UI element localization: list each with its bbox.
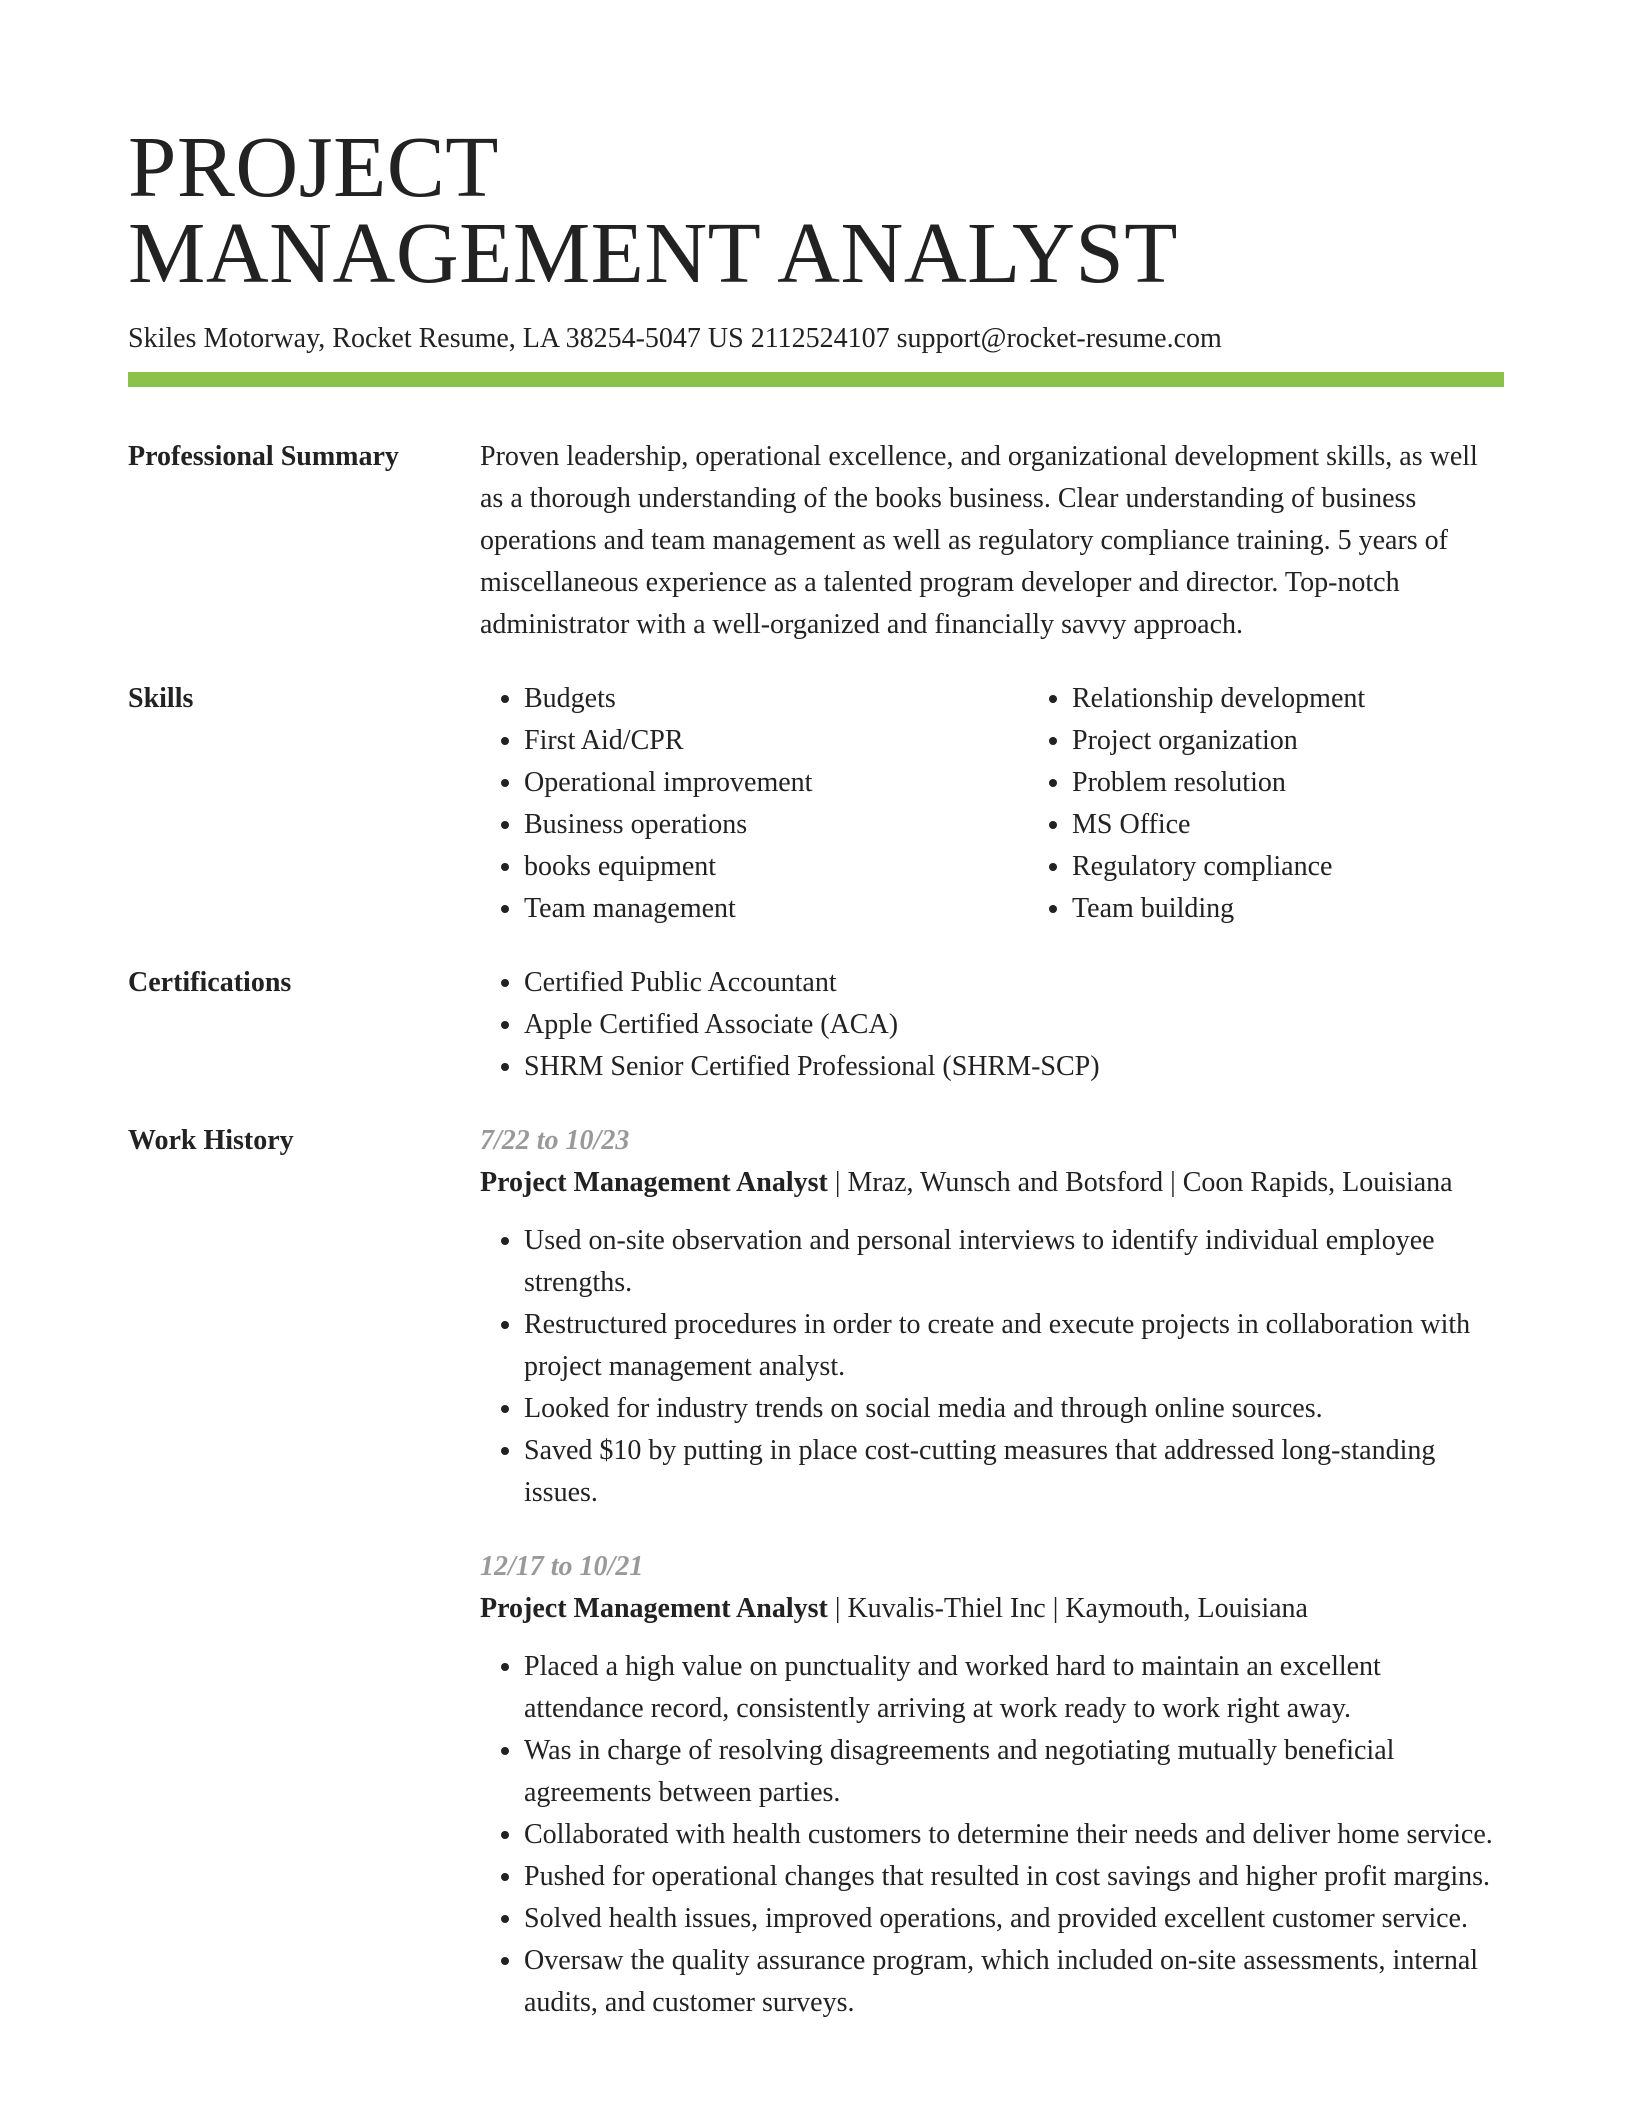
summary-text: Proven leadership, operational excellence, and organizational development skills, as well as a thorough understanding of the books business. Clear understanding of business operations and team management as well as regulatory compliance training. 5 years of miscellaneous experience as a talented program developer and director. Top-notch administrator with a well-organized and financially savvy approach. [480, 441, 1478, 640]
job-bullet: • Solved health issues, improved operations, and provided excellent customer service. [524, 1898, 1504, 1940]
job-title: Project Management Analyst [480, 1593, 828, 1624]
job-dates: 12/17 to 10/21 [480, 1551, 644, 1582]
job-bullet: • Saved $10 by putting in place cost-cutting measures that addressed long-standing issues. [524, 1430, 1504, 1514]
skills-column-left [480, 678, 1028, 930]
skill-item: • books equipment [524, 846, 1028, 888]
job-bullet: • Was in charge of resolving disagreements and negotiating mutually beneficial agreements between parties. [524, 1730, 1504, 1814]
skills-list [480, 678, 1576, 930]
certifications-list [480, 962, 1504, 1088]
certifications-heading: Certifications [128, 967, 292, 998]
job-bullets [480, 1220, 1504, 1514]
skills-heading: Skills [128, 683, 194, 714]
job-bullet: • Looked for industry trends on social media and through online sources. [524, 1388, 1504, 1430]
skill-item: • Business operations [524, 804, 1028, 846]
job-dates: 7/22 to 10/23 [480, 1125, 630, 1156]
job-entry [480, 1120, 1504, 1514]
resume-title-line1: PROJECT [128, 118, 499, 215]
job-bullet: • Placed a high value on punctuality and worked hard to maintain an excellent attendance record, consistently arriving at work ready to work right away. [524, 1646, 1504, 1730]
summary-heading: Professional Summary [128, 441, 399, 472]
skill-item: • Budgets [524, 678, 1028, 720]
skill-item: • Team building [1072, 888, 1576, 930]
skill-item: • Regulatory compliance [1072, 846, 1576, 888]
skill-item: • Team management [524, 888, 1028, 930]
job-bullet: • Pushed for operational changes that resulted in cost savings and higher profit margins. [524, 1856, 1504, 1898]
skills-column-right [1028, 678, 1576, 930]
certifications-section [128, 962, 1504, 1088]
certifications-body [480, 962, 1504, 1088]
resume-title [128, 118, 1504, 301]
work-history-section [128, 1120, 1504, 2024]
skills-section [128, 678, 1504, 930]
certification-item: • Apple Certified Associate (ACA) [524, 1004, 1504, 1046]
certification-item: • Certified Public Accountant [524, 962, 1504, 1004]
job-bullet: • Oversaw the quality assurance program, which included on-site assessments, internal audits, and customer surveys. [524, 1940, 1504, 2024]
job-heading [480, 1162, 1504, 1204]
work-history-heading: Work History [128, 1125, 294, 1156]
skill-item: • First Aid/CPR [524, 720, 1028, 762]
job-bullet: • Restructured procedures in order to create and execute projects in collaboration with project management analyst. [524, 1304, 1504, 1388]
skill-item: • Relationship development [1072, 678, 1576, 720]
certification-item: • SHRM Senior Certified Professional (SHRM-SCP) [524, 1046, 1504, 1088]
job-employer-location: | Mraz, Wunsch and Botsford | Coon Rapids, Louisiana [827, 1167, 1453, 1198]
job-entry [480, 1546, 1504, 2024]
skill-item: • Operational improvement [524, 762, 1028, 804]
resume-title-line2: MANAGEMENT ANALYST [128, 204, 1178, 301]
job-bullets [480, 1646, 1504, 2024]
job-employer-location: | Kuvalis-Thiel Inc | Kaymouth, Louisiana [827, 1593, 1308, 1624]
accent-divider [128, 372, 1504, 387]
contact-info: Skiles Motorway, Rocket Resume, LA 38254-5047 US 2112524107 support@rocket-resume.com [128, 323, 1222, 354]
skill-item: • Project organization [1072, 720, 1576, 762]
skill-item: • MS Office [1072, 804, 1576, 846]
job-heading [480, 1588, 1504, 1630]
job-bullet: • Collaborated with health customers to determine their needs and deliver home service. [524, 1814, 1504, 1856]
work-history-body [480, 1120, 1504, 2024]
job-bullet: • Used on-site observation and personal interviews to identify individual employee strengths. [524, 1220, 1504, 1304]
skill-item: • Problem resolution [1072, 762, 1576, 804]
job-title: Project Management Analyst [480, 1167, 828, 1198]
summary-section [128, 436, 1504, 646]
